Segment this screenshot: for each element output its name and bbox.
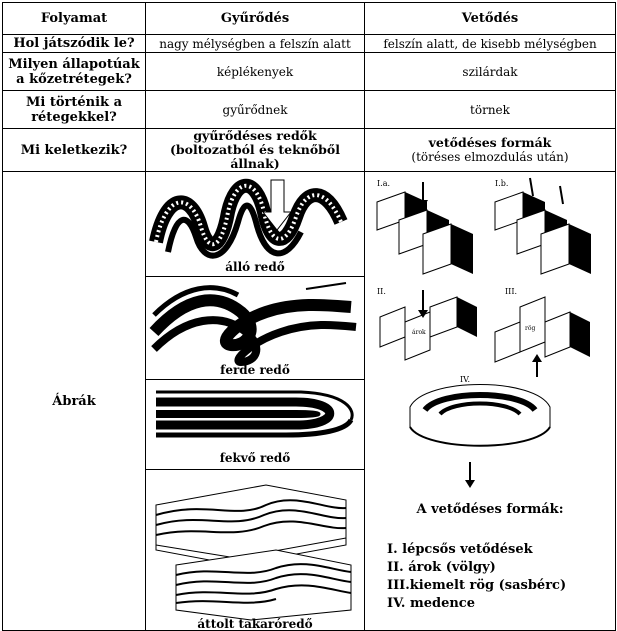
faulting-answer: felszín alatt, de kisebb mélységben <box>365 35 616 53</box>
label-iv: IV. <box>460 375 471 384</box>
fault-iii-horst <box>495 297 590 377</box>
legend-item-iv: IV. medence <box>387 596 475 611</box>
fault-ii-graben <box>380 290 477 360</box>
recumbent-fold-drawing <box>146 380 364 469</box>
faulting-result-sub: (töréses elmozdulás után) <box>411 150 569 164</box>
folding-faulting-table <box>2 2 616 631</box>
faulting-result-title: vetődéses formák <box>428 135 552 150</box>
folding-answer: gyűrődnek <box>146 91 365 129</box>
fault-iv-basin <box>410 385 550 489</box>
fault-legend <box>365 502 615 613</box>
caption-allo-redo: álló redő <box>225 260 285 274</box>
faulting-answer: törnek <box>365 91 616 129</box>
fault-diagrams <box>365 172 615 492</box>
folding-result-sub: (boltozatból és teknőből állnak) <box>170 142 340 171</box>
label-rog: rög <box>525 325 536 332</box>
folding-result <box>146 129 365 172</box>
question-cell: Mi történik a rétegekkel? <box>3 91 146 129</box>
label-ii: II. <box>377 287 386 296</box>
caption-ferde-redo: ferde redő <box>220 363 290 377</box>
fold-figures-cell <box>146 172 365 631</box>
caption-attolt-takaroredo: áttolt takaróredő <box>197 617 313 630</box>
folding-result-title: gyűrődéses redők <box>193 128 317 143</box>
label-ib: I.b. <box>495 179 509 188</box>
header-row <box>3 3 616 35</box>
question-cell: Milyen állapotúak a kőzetrétegek? <box>3 53 146 91</box>
fault-ia-blocks <box>377 182 473 274</box>
fold-figure-upright <box>146 172 364 277</box>
legend-title: A vetődéses formák: <box>416 502 564 517</box>
row-state <box>3 53 616 91</box>
header-folyamat: Folyamat <box>3 3 146 35</box>
label-ia: I.a. <box>377 179 391 188</box>
row-result <box>3 129 616 172</box>
comparison-table-wrapper <box>2 2 615 630</box>
folding-answer: képlékenyek <box>146 53 365 91</box>
legend-list <box>387 541 615 613</box>
caption-fekvo-redo: fekvő redő <box>219 451 291 465</box>
row-location <box>3 35 616 53</box>
label-iii: III. <box>505 287 518 296</box>
fold-figure-recumbent <box>146 380 364 470</box>
fold-figure-inclined <box>146 277 364 380</box>
inclined-fold-drawing <box>146 277 364 379</box>
faulting-result <box>365 129 616 172</box>
row-figures <box>3 172 616 631</box>
question-cell: Hol játszódik le? <box>3 35 146 53</box>
faulting-answer: szilárdak <box>365 53 616 91</box>
label-arok: árok <box>412 329 426 336</box>
question-cell: Mi keletkezik? <box>3 129 146 172</box>
abrak-label: Ábrák <box>3 172 146 631</box>
fold-figure-nappe <box>146 470 364 631</box>
upright-fold-drawing <box>146 172 364 276</box>
fault-figures-cell <box>365 172 616 631</box>
legend-item-ii: II. árok (völgy) <box>387 560 496 575</box>
header-gyurodes: Gyűrődés <box>146 3 365 35</box>
fold-figures-subtable <box>146 172 364 630</box>
fault-ib-blocks <box>495 178 591 274</box>
folding-answer: nagy mélységben a felszín alatt <box>146 35 365 53</box>
nappe-fold-drawing <box>146 470 364 630</box>
legend-item-iii: III.kiemelt rög (sasbérc) <box>387 578 567 593</box>
legend-item-i: I. lépcsős vetődések <box>387 542 533 557</box>
row-happens <box>3 91 616 129</box>
header-vetodes: Vetődés <box>365 3 616 35</box>
